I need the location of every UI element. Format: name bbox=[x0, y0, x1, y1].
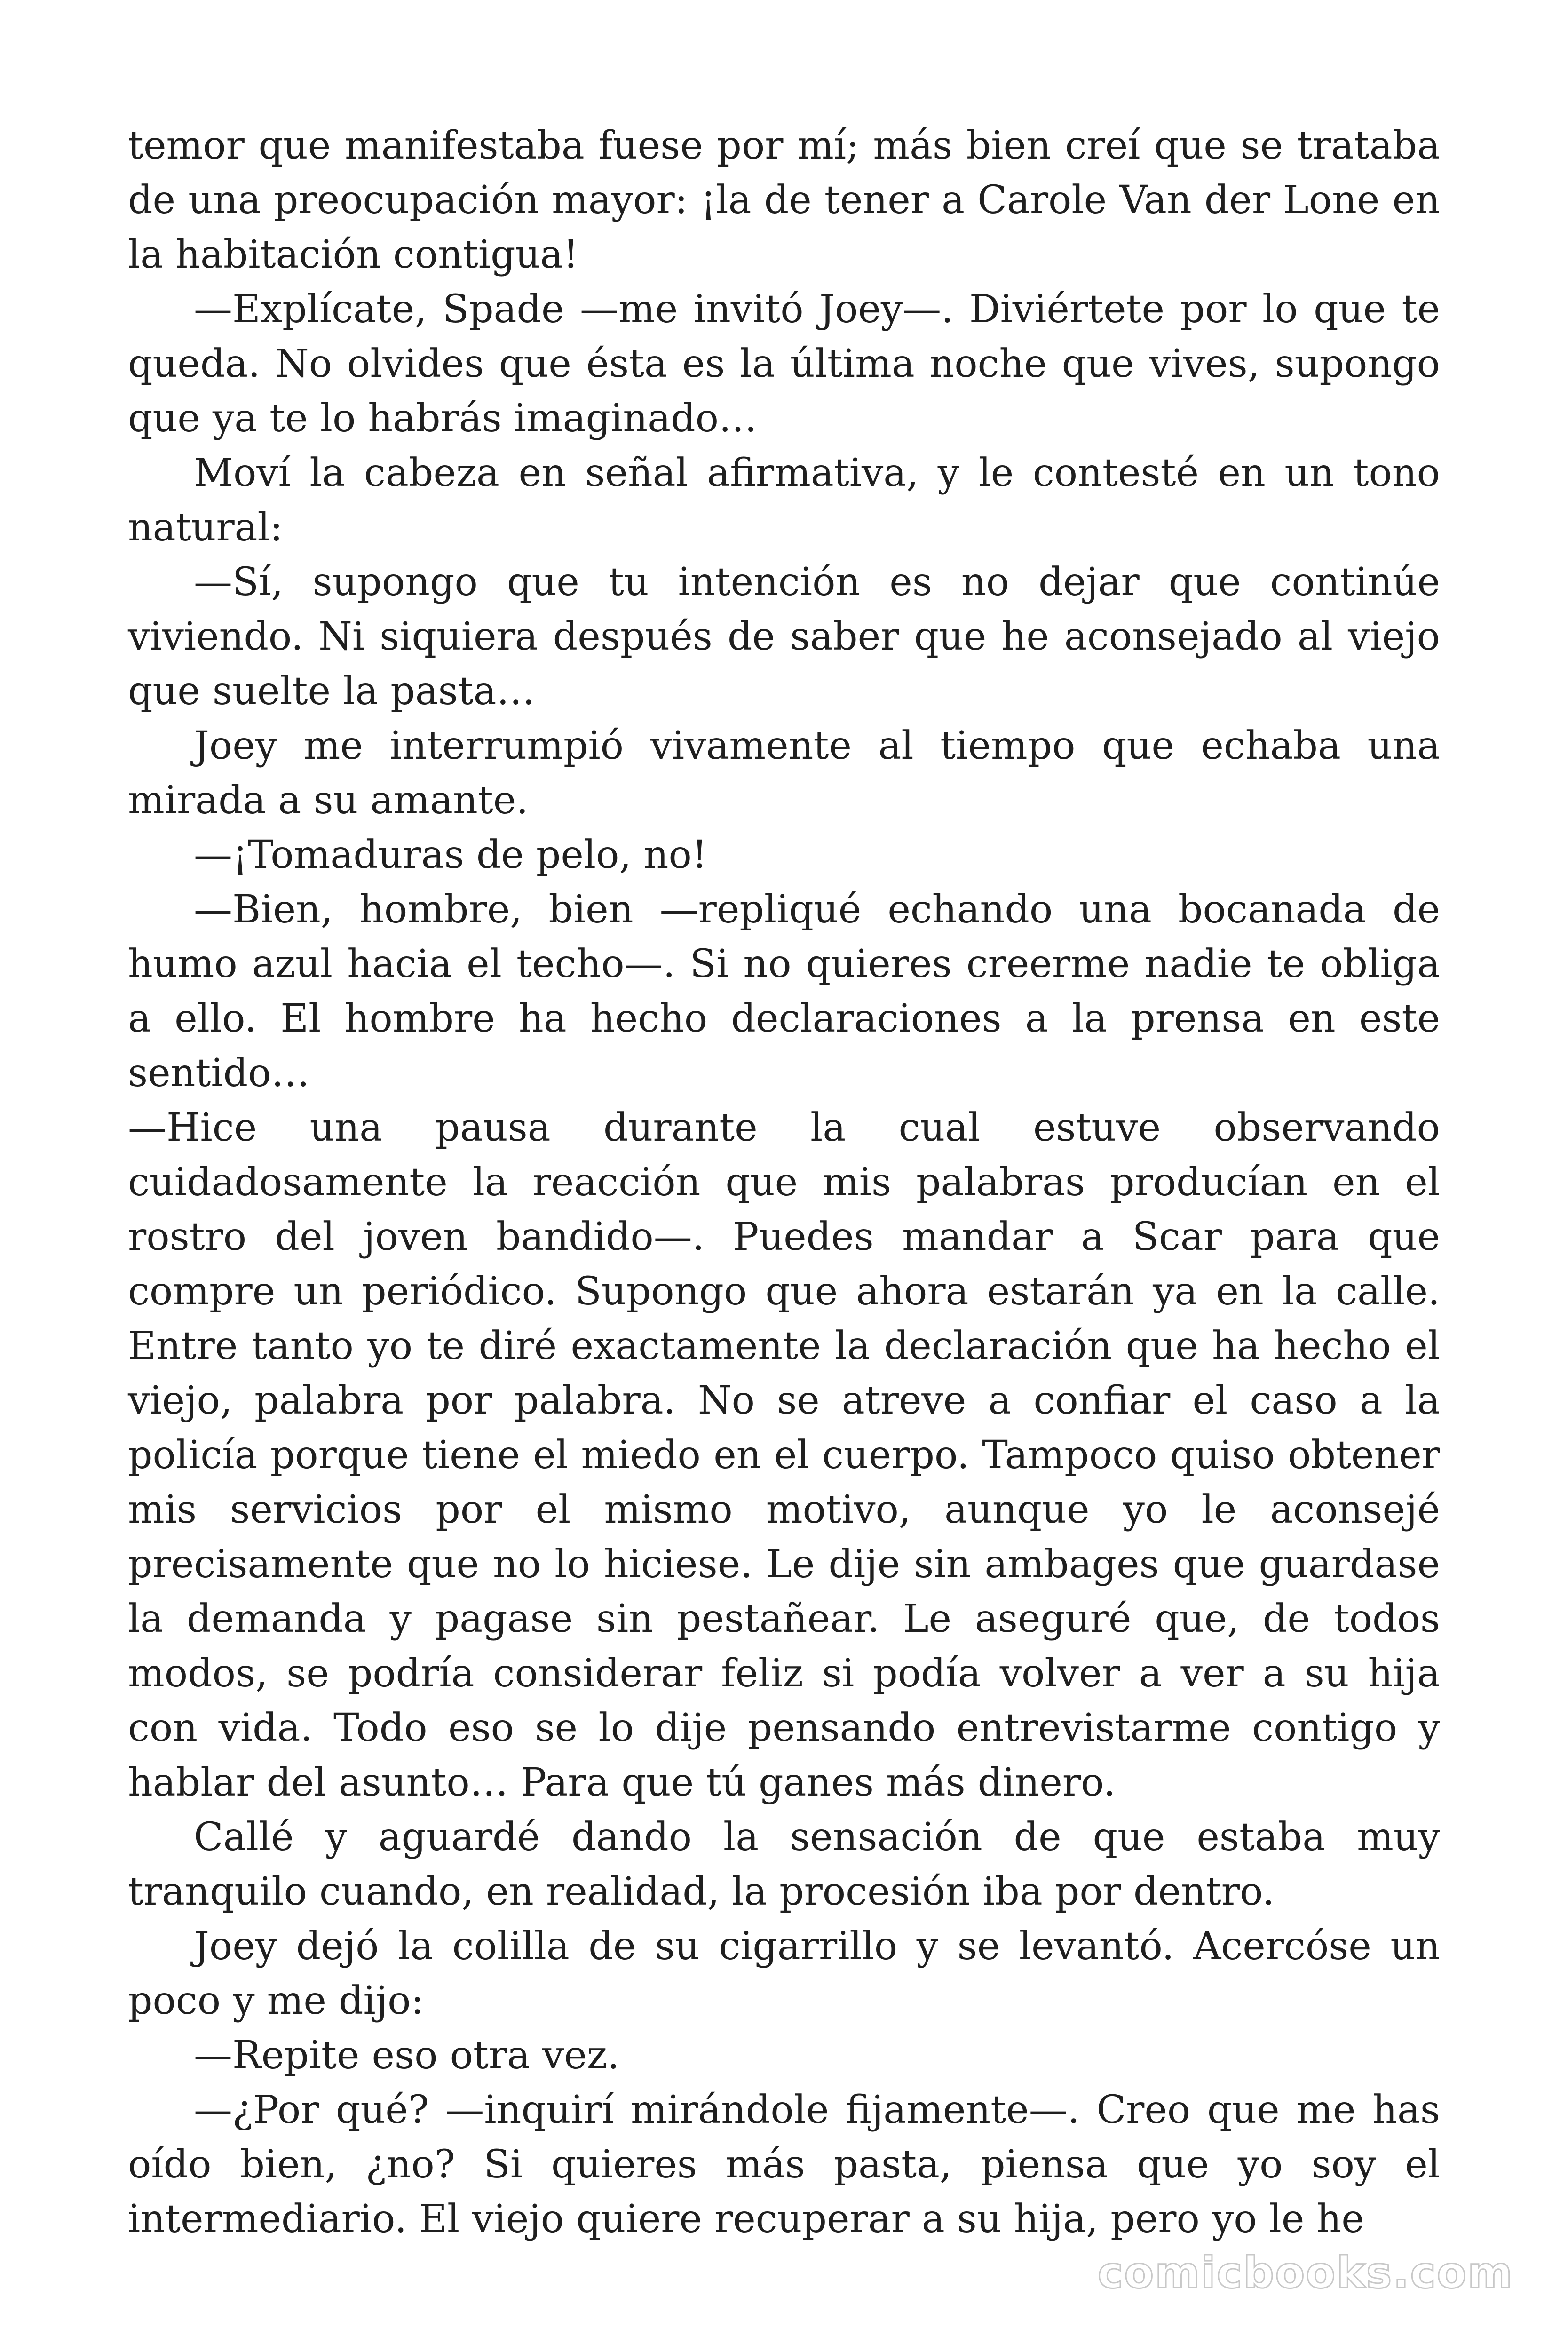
paragraph-3: Moví la cabeza en señal afirmativa, y le contesté en un tono natural: bbox=[128, 451, 1440, 550]
paragraph-10: Joey dejó la colilla de su cigarrillo y se levantó. Acercóse un poco y me dijo: bbox=[128, 1924, 1440, 2023]
body-text bbox=[128, 119, 1440, 2247]
paragraph-1: temor que manifestaba fuese por mí; más bien creí que se trataba de una preocupación mayor: ¡la de tener a Carole Van der Lone en la habitación contigua! bbox=[128, 123, 1440, 277]
paragraph-9: Callé y aguardé dando la sensación de que estaba muy tranquilo cuando, en realidad, la procesión iba por dentro. bbox=[128, 1815, 1440, 1914]
paragraph-2: —Explícate, Spade —me invitó Joey—. Diviértete por lo que te queda. No olvides que ésta es la última noche que vives, supongo que ya te lo habrás imaginado… bbox=[128, 287, 1440, 441]
paragraph-5: Joey me interrumpió vivamente al tiempo que echaba una mirada a su amante. bbox=[128, 723, 1440, 823]
paragraph-7: —Bien, hombre, bien —repliqué echando una bocanada de humo azul hacia el techo—. Si no quieres creerme nadie te obliga a ello. El hombre ha hecho declaraciones a la prensa en este sentido… bbox=[128, 887, 1440, 1096]
paragraph-12: —¿Por qué? —inquirí mirándole fijamente—. Creo que me has oído bien, ¿no? Si quieres más pasta, piensa que yo soy el intermediario. El viejo quiere recuperar a su hija, pero yo le he bbox=[128, 2088, 1440, 2241]
paragraph-6: —¡Tomaduras de pelo, no! bbox=[194, 833, 707, 877]
paragraph-8: —Hice una pausa durante la cual estuve observando cuidadosamente la reacción que mis palabras producían en el rostro del joven bandido—. Puedes mandar a Scar para que compre un periódico. Supongo que ahora estarán ya en la calle. Entre tanto yo te diré exactamente la declaración que ha hecho el viejo, palabra por palabra. No se atreve a confiar el caso a la policía porque tiene el miedo en el cuerpo. Tampoco quiso obtener mis servicios por el mismo motivo, aunque yo le aconsejé precisamente que no lo hiciese. Le dije sin ambages que guardase la demanda y pagase sin pestañear. Le aseguré que, de todos modos, se podría considerar feliz si podía volver a ver a su hija con vida. Todo eso se lo dije pensando entrevistarme contigo y hablar del asunto… Para que tú ganes más dinero. bbox=[128, 1105, 1440, 1805]
watermark: comicbooks.com bbox=[1097, 2248, 1513, 2298]
paragraph-11: —Repite eso otra vez. bbox=[194, 2033, 620, 2078]
paragraph-4: —Sí, supongo que tu intención es no dejar que continúe viviendo. Ni siquiera después de saber que he aconsejado al viejo que suelte la pasta… bbox=[128, 560, 1440, 714]
